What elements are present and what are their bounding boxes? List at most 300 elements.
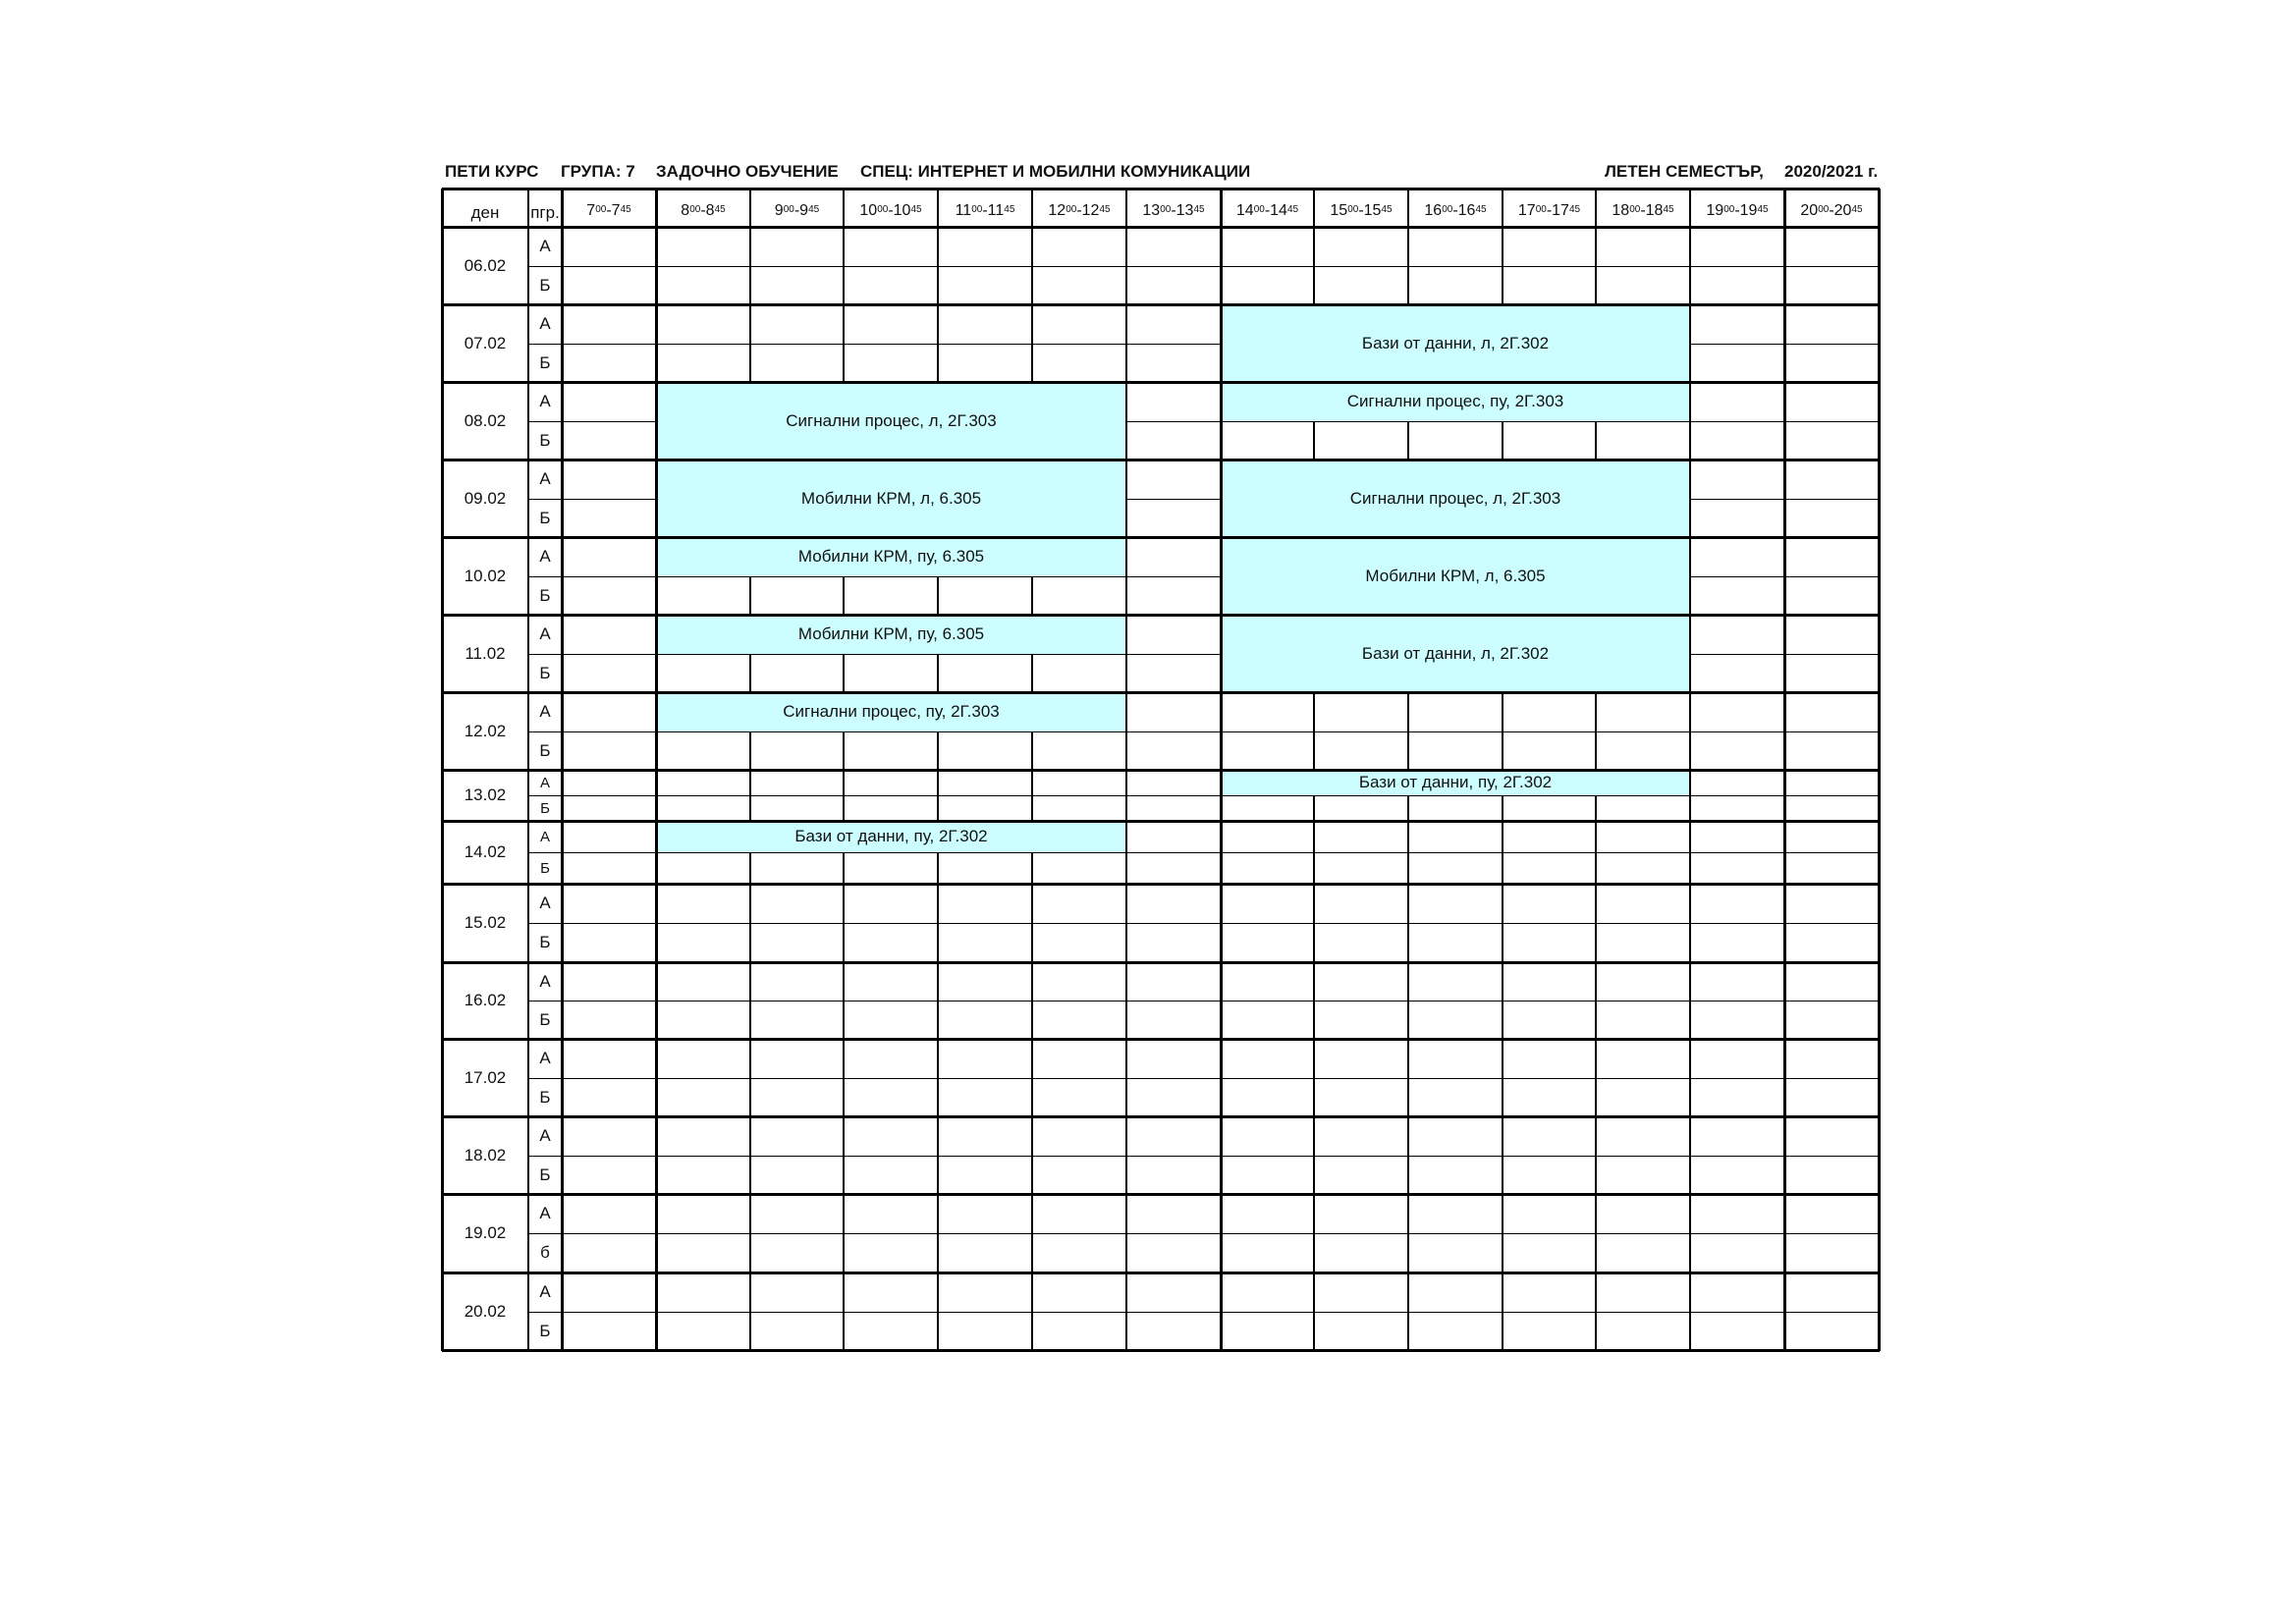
grid-line xyxy=(655,615,658,654)
grid-line xyxy=(937,266,939,304)
grid-line xyxy=(750,852,844,853)
grid-line xyxy=(1031,1078,1033,1116)
grid-line xyxy=(655,1078,658,1116)
grid-line xyxy=(1783,460,1786,499)
grid-line xyxy=(843,1116,845,1156)
slot-to-hour: 17 xyxy=(1552,201,1569,219)
grid-line xyxy=(562,1312,656,1313)
grid-line xyxy=(1595,1039,1597,1078)
grid-line xyxy=(1220,1312,1223,1350)
grid-line xyxy=(1032,1312,1126,1313)
grid-line xyxy=(937,770,939,795)
time-slot-header: 19 $^{00}$ - 19 $^{45}$ xyxy=(1706,201,1769,219)
time-slot-header: 15 $^{00}$ - 15 $^{45}$ xyxy=(1330,201,1393,219)
grid-line xyxy=(1784,266,1879,267)
grid-line xyxy=(1125,460,1127,499)
class-block[interactable] xyxy=(656,615,1126,654)
grid-line xyxy=(1784,852,1879,853)
subgroup-b: Б xyxy=(539,1321,551,1340)
class-block[interactable] xyxy=(1221,615,1690,692)
subgroup-b: б xyxy=(540,1243,550,1262)
grid-line xyxy=(655,460,658,499)
grid-line xyxy=(1125,1194,1127,1233)
class-label: Мобилни КРМ, пу, 6.305 xyxy=(797,547,985,566)
grid-line xyxy=(528,654,562,655)
class-label: Мобилни КРМ, л, 6.305 xyxy=(800,488,982,508)
grid-line xyxy=(1503,1312,1596,1313)
subgroup-b: Б xyxy=(539,275,551,295)
class-label: Бази от данни, пу, 2Г.302 xyxy=(1358,773,1553,791)
subgroup-b: Б xyxy=(539,508,551,527)
grid-line xyxy=(1032,576,1126,577)
grid-line xyxy=(1783,1039,1786,1078)
class-label: Бази от данни, л, 2Г.302 xyxy=(1361,643,1550,663)
slot-to-hour: 20 xyxy=(1833,201,1852,219)
grid-line xyxy=(528,1233,562,1234)
grid-line xyxy=(1689,1116,1691,1156)
slot-dash: - xyxy=(982,201,988,219)
grid-line xyxy=(1031,1116,1033,1156)
grid-line xyxy=(1313,1194,1315,1233)
slot-dash: - xyxy=(793,201,800,219)
grid-line xyxy=(1689,382,1691,421)
grid-line xyxy=(1503,731,1596,732)
grid-line xyxy=(1595,1156,1597,1194)
grid-line xyxy=(1596,421,1690,422)
grid-line xyxy=(1783,770,1786,795)
slot-from-hour: 20 xyxy=(1800,201,1819,219)
grid-line xyxy=(938,654,1032,655)
slot-from-hour: 9 xyxy=(774,201,784,219)
day-date: 18.02 xyxy=(464,1145,507,1164)
grid-line xyxy=(749,1194,751,1233)
grid-line xyxy=(655,576,658,615)
grid-line xyxy=(749,576,751,615)
grid-line xyxy=(1407,1001,1409,1039)
subgroup-b: Б xyxy=(539,1087,551,1107)
day-date: 11.02 xyxy=(465,643,506,663)
grid-line xyxy=(655,962,658,1001)
grid-line xyxy=(1313,1272,1315,1312)
slot-dash: - xyxy=(1640,201,1646,219)
grid-line xyxy=(843,1233,845,1272)
grid-line xyxy=(655,852,658,884)
grid-line xyxy=(1689,576,1691,615)
grid-line xyxy=(1313,962,1315,1001)
grid-line xyxy=(1032,654,1126,655)
grid-line xyxy=(1125,770,1127,795)
grid-line xyxy=(1502,852,1503,884)
grid-line xyxy=(528,795,562,796)
grid-line xyxy=(749,731,751,770)
grid-line xyxy=(656,1156,750,1157)
grid-line xyxy=(1031,1312,1033,1350)
grid-line xyxy=(1314,1312,1408,1313)
grid-line xyxy=(844,795,938,796)
grid-line xyxy=(1125,382,1127,421)
class-label: Сигнални процес, л, 2Г.303 xyxy=(786,410,997,430)
time-slot-header: 7 $^{00}$ - 7 $^{45}$ xyxy=(586,201,631,219)
grid-line xyxy=(562,1078,656,1079)
class-block[interactable] xyxy=(1221,537,1690,615)
grid-line xyxy=(1783,1078,1786,1116)
grid-line xyxy=(1503,421,1596,422)
slot-to-hour: 11 xyxy=(987,201,1005,219)
grid-line xyxy=(1783,537,1786,576)
grid-line xyxy=(1407,1116,1409,1156)
slot-from-hour: 10 xyxy=(859,201,878,219)
group-label: ГРУПА: 7 xyxy=(561,162,635,181)
time-slot-header: 9 $^{00}$ - 9 $^{45}$ xyxy=(774,201,820,219)
grid-line xyxy=(1595,1312,1597,1350)
grid-line xyxy=(1032,731,1126,732)
class-label: Сигнални процес, л, 2Г.303 xyxy=(1349,488,1561,508)
grid-line xyxy=(1314,731,1408,732)
grid-line xyxy=(1502,1001,1503,1039)
grid-line xyxy=(844,344,938,345)
grid-line xyxy=(1689,537,1691,576)
subgroup-b: Б xyxy=(539,352,551,372)
grid-line xyxy=(1689,460,1691,499)
grid-line xyxy=(1125,1039,1127,1078)
slot-to-hour: 8 xyxy=(705,201,715,219)
grid-line xyxy=(1407,1039,1409,1078)
grid-line xyxy=(843,189,845,227)
grid-line xyxy=(1689,852,1691,884)
grid-line xyxy=(1313,1116,1315,1156)
slot-dash: - xyxy=(606,201,612,219)
grid-line xyxy=(749,1078,751,1116)
grid-line xyxy=(1407,692,1409,731)
grid-line xyxy=(938,731,1032,732)
grid-line xyxy=(1783,962,1786,1001)
grid-line xyxy=(1220,923,1223,962)
grid-line xyxy=(1407,795,1409,821)
grid-line xyxy=(844,852,938,853)
grid-line xyxy=(1313,421,1315,460)
grid-line xyxy=(1126,499,1221,500)
grid-line xyxy=(1595,266,1597,304)
grid-line xyxy=(1595,189,1597,227)
grid-line xyxy=(562,795,656,796)
class-block[interactable] xyxy=(656,821,1126,852)
grid-line xyxy=(1690,1233,1784,1234)
slot-to-hour: 10 xyxy=(893,201,911,219)
grid-line xyxy=(1031,1272,1033,1312)
grid-line xyxy=(1595,1116,1597,1156)
grid-line xyxy=(1690,344,1784,345)
slot-from-hour: 7 xyxy=(586,201,596,219)
grid-line xyxy=(562,266,656,267)
subgroup-b: Б xyxy=(540,859,550,877)
class-label: Бази от данни, пу, 2Г.302 xyxy=(794,827,988,845)
grid-line xyxy=(1407,1312,1409,1350)
grid-line xyxy=(750,654,844,655)
grid-line xyxy=(843,304,845,344)
grid-line xyxy=(843,731,845,770)
grid-line xyxy=(1502,1312,1503,1350)
grid-line xyxy=(562,1233,656,1234)
grid-line xyxy=(1690,576,1784,577)
grid-line xyxy=(1407,421,1409,460)
grid-line xyxy=(1125,852,1127,884)
grid-line xyxy=(844,1312,938,1313)
grid-line xyxy=(1689,189,1691,227)
grid-line xyxy=(749,795,751,821)
grid-line xyxy=(750,1233,844,1234)
class-block[interactable] xyxy=(656,382,1126,460)
grid-line xyxy=(1125,537,1127,576)
grid-line xyxy=(937,1116,939,1156)
day-date: 10.02 xyxy=(464,566,507,585)
grid-line xyxy=(655,382,658,421)
grid-line xyxy=(1689,795,1691,821)
grid-line xyxy=(937,304,939,344)
grid-line xyxy=(843,1078,845,1116)
grid-line xyxy=(1313,1039,1315,1078)
grid-line xyxy=(843,1194,845,1233)
grid-line xyxy=(1783,731,1786,770)
grid-line xyxy=(1125,344,1127,382)
grid-line xyxy=(1408,852,1503,853)
class-label: Бази от данни, л, 2Г.302 xyxy=(1361,333,1550,352)
class-block[interactable] xyxy=(656,692,1126,731)
class-block[interactable] xyxy=(656,537,1126,576)
grid-line xyxy=(655,1116,658,1156)
grid-line xyxy=(1596,795,1690,796)
grid-line xyxy=(1595,962,1597,1001)
grid-line xyxy=(1220,1039,1223,1078)
grid-line xyxy=(1407,227,1409,266)
grid-line xyxy=(750,1156,844,1157)
grid-line xyxy=(750,795,844,796)
grid-line xyxy=(1313,731,1315,770)
grid-line xyxy=(1220,344,1223,382)
grid-line xyxy=(655,731,658,770)
grid-line xyxy=(1407,923,1409,962)
grid-line xyxy=(528,731,562,732)
grid-line xyxy=(1407,189,1409,227)
grid-line xyxy=(1783,499,1786,537)
grid-line xyxy=(843,1312,845,1350)
slot-from-hour: 8 xyxy=(681,201,690,219)
grid-line xyxy=(938,795,1032,796)
grid-line xyxy=(1689,654,1691,692)
grid-line xyxy=(749,1272,751,1312)
grid-line xyxy=(1502,962,1503,1001)
class-block[interactable] xyxy=(1221,382,1690,421)
subgroup-column-header: пгр. xyxy=(530,202,560,222)
grid-line xyxy=(1313,692,1315,731)
grid-line xyxy=(1596,1078,1690,1079)
grid-line xyxy=(749,344,751,382)
grid-line xyxy=(655,1156,658,1194)
grid-line xyxy=(749,1001,751,1039)
subgroup-a: А xyxy=(539,314,551,333)
grid-line xyxy=(1314,795,1408,796)
slot-from-hour: 12 xyxy=(1048,201,1066,219)
grid-line xyxy=(1503,795,1596,796)
grid-line xyxy=(1502,1194,1503,1233)
grid-line xyxy=(937,1233,939,1272)
timetable-grid xyxy=(442,189,1879,1350)
grid-line xyxy=(937,731,939,770)
slot-to-hour: 15 xyxy=(1363,201,1382,219)
grid-line xyxy=(655,1272,658,1312)
grid-line xyxy=(1407,962,1409,1001)
grid-line xyxy=(1221,266,1314,267)
slot-dash: - xyxy=(888,201,894,219)
grid-line xyxy=(1313,1001,1315,1039)
grid-line xyxy=(1126,1156,1221,1157)
grid-line xyxy=(1031,923,1033,962)
grid-line xyxy=(1314,1156,1408,1157)
grid-line xyxy=(1220,421,1223,460)
grid-line xyxy=(1126,421,1221,422)
grid-line xyxy=(655,344,658,382)
grid-line xyxy=(937,852,939,884)
grid-line xyxy=(655,1039,658,1078)
grid-line xyxy=(1220,821,1223,852)
slot-dash: - xyxy=(1358,201,1364,219)
grid-line xyxy=(1689,227,1691,266)
grid-line xyxy=(562,731,656,732)
grid-line xyxy=(750,576,844,577)
grid-line xyxy=(1221,421,1314,422)
subgroup-a: А xyxy=(539,971,551,991)
grid-line xyxy=(1689,884,1691,923)
grid-line xyxy=(1314,421,1408,422)
class-block[interactable] xyxy=(1221,770,1690,795)
grid-line xyxy=(656,731,750,732)
subgroup-b: Б xyxy=(539,663,551,682)
class-block[interactable] xyxy=(1221,304,1690,382)
grid-line xyxy=(1031,852,1033,884)
grid-line xyxy=(562,576,656,577)
grid-line xyxy=(1125,654,1127,692)
grid-line xyxy=(655,923,658,962)
grid-line xyxy=(1689,1272,1691,1312)
grid-line xyxy=(1408,1312,1503,1313)
grid-line xyxy=(656,344,750,345)
grid-line xyxy=(655,884,658,923)
grid-line xyxy=(1407,1272,1409,1312)
grid-line xyxy=(749,227,751,266)
grid-line xyxy=(1221,923,1314,924)
grid-line xyxy=(655,266,658,304)
grid-line xyxy=(1220,1156,1223,1194)
grid-line xyxy=(1783,1233,1786,1272)
grid-line xyxy=(1407,731,1409,770)
grid-line xyxy=(1220,382,1223,421)
grid-line xyxy=(1690,795,1784,796)
grid-line xyxy=(1031,1233,1033,1272)
grid-line xyxy=(1689,421,1691,460)
grid-line xyxy=(1314,923,1408,924)
grid-line xyxy=(1031,576,1033,615)
grid-line xyxy=(1783,382,1786,421)
grid-line xyxy=(1220,962,1223,1001)
subgroup-a: А xyxy=(539,624,551,643)
grid-line xyxy=(843,962,845,1001)
grid-line xyxy=(1783,852,1786,884)
grid-line xyxy=(1783,1116,1786,1156)
grid-line xyxy=(656,576,750,577)
slot-from-hour: 13 xyxy=(1142,201,1161,219)
grid-line xyxy=(1784,923,1879,924)
grid-line xyxy=(1408,266,1503,267)
class-block[interactable] xyxy=(656,460,1126,537)
grid-line xyxy=(843,884,845,923)
grid-line xyxy=(843,227,845,266)
time-slot-header: 13 $^{00}$ - 13 $^{45}$ xyxy=(1142,201,1205,219)
grid-line xyxy=(1784,1233,1879,1234)
slot-dash: - xyxy=(1264,201,1271,219)
grid-line xyxy=(1502,692,1503,731)
grid-line xyxy=(655,1312,658,1350)
semester-label: ЛЕТЕН СЕМЕСТЪР, xyxy=(1605,162,1764,181)
grid-line xyxy=(1502,227,1503,266)
grid-line xyxy=(1126,731,1221,732)
grid-line xyxy=(1595,1233,1597,1272)
grid-line xyxy=(1784,499,1879,500)
grid-line xyxy=(1125,421,1127,460)
slot-dash: - xyxy=(1171,201,1176,219)
grid-line xyxy=(655,770,658,795)
subgroup-b: Б xyxy=(539,585,551,605)
grid-line xyxy=(1690,852,1784,853)
grid-line xyxy=(528,499,562,500)
grid-line xyxy=(750,1078,844,1079)
grid-line xyxy=(1690,1312,1784,1313)
grid-line xyxy=(1221,1078,1314,1079)
grid-line xyxy=(1220,1001,1223,1039)
grid-line xyxy=(528,576,562,577)
grid-line xyxy=(656,266,750,267)
grid-line xyxy=(1125,1233,1127,1272)
grid-line xyxy=(1125,1078,1127,1116)
grid-line xyxy=(1032,1078,1126,1079)
grid-line xyxy=(750,1312,844,1313)
slot-dash: - xyxy=(1546,201,1553,219)
grid-line xyxy=(844,731,938,732)
class-block[interactable] xyxy=(1221,460,1690,537)
grid-line xyxy=(843,266,845,304)
grid-line xyxy=(1220,795,1223,821)
grid-line xyxy=(1407,266,1409,304)
grid-line xyxy=(655,692,658,731)
grid-line xyxy=(1502,421,1503,460)
grid-line xyxy=(1783,266,1786,304)
grid-line xyxy=(1031,1194,1033,1233)
grid-line xyxy=(1031,731,1033,770)
time-slot-header: 18 $^{00}$ - 18 $^{45}$ xyxy=(1612,201,1674,219)
grid-line xyxy=(1220,654,1223,692)
grid-line xyxy=(938,1078,1032,1079)
class-label: Сигнални процес, пу, 2Г.303 xyxy=(783,702,1000,721)
study-form-label: ЗАДОЧНО ОБУЧЕНИЕ xyxy=(656,162,839,181)
grid-line xyxy=(1032,1156,1126,1157)
grid-line xyxy=(1221,1312,1314,1313)
grid-line xyxy=(749,189,751,227)
subgroup-b: Б xyxy=(539,1009,551,1029)
grid-line xyxy=(1313,1312,1315,1350)
time-slot-header: 16 $^{00}$ - 16 $^{45}$ xyxy=(1424,201,1487,219)
grid-line xyxy=(1784,576,1879,577)
grid-line xyxy=(528,266,562,267)
grid-line xyxy=(1408,731,1503,732)
grid-line xyxy=(562,1156,656,1157)
